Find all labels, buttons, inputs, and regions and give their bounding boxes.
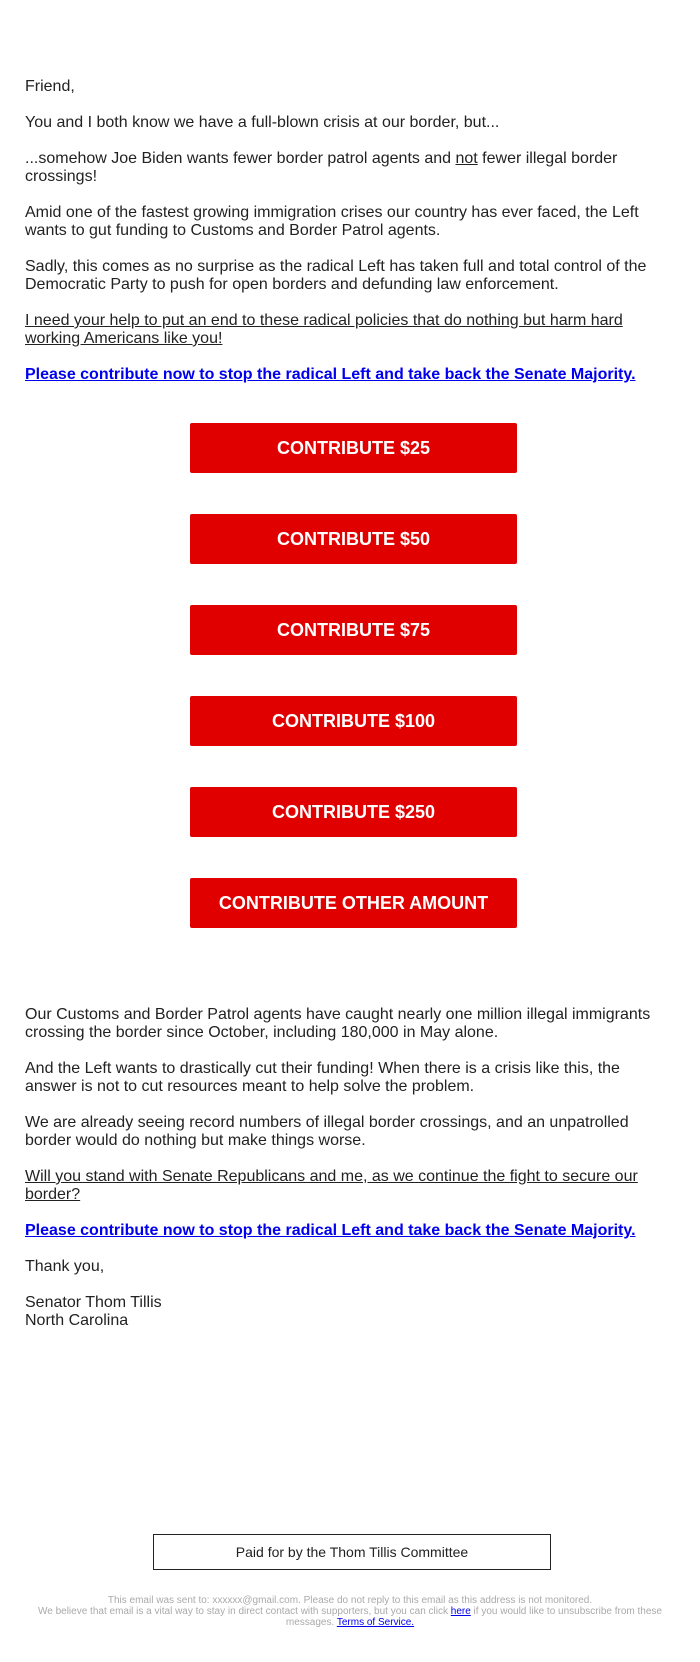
greeting: Friend, — [25, 78, 75, 95]
contribute-250-button[interactable]: CONTRIBUTE $250 — [190, 787, 517, 837]
unsubscribe-text-end: if you would like to unsubscribe from these messages. — [285, 1606, 662, 1628]
paid-for-disclaimer: Paid for by the Thom Tillis Committee — [153, 1534, 551, 1570]
email-footer — [30, 1595, 670, 1628]
signoff: Thank you, — [25, 1258, 105, 1275]
paragraph-4: Sadly, this comes as no surprise as the radical Left has taken full and total control of the Democratic Party to push for open borders and defunding law enforcement. — [25, 258, 647, 293]
terms-of-service-link[interactable]: Terms of Service. — [336, 1617, 415, 1628]
paragraph-6: Our Customs and Border Patrol agents have caught nearly one million illegal immigrants crossing the border since October, including 180,000 in May alone. — [25, 1006, 651, 1041]
paragraph-8: We are already seeing record numbers of illegal border crossings, and an unpatrolled border would do nothing but make things worse. — [25, 1114, 629, 1149]
paragraph-3: Amid one of the fastest growing immigration crises our country has ever faced, the Left wants to gut funding to Customs and Border Patrol agents. — [25, 204, 639, 239]
contribute-other-amount-button[interactable]: CONTRIBUTE OTHER AMOUNT — [190, 878, 517, 928]
contribute-75-button[interactable]: CONTRIBUTE $75 — [190, 605, 517, 655]
contribute-link-bottom[interactable]: Please contribute now to stop the radical Left and take back the Senate Majority. — [25, 1222, 636, 1239]
contribute-link-top[interactable]: Please contribute now to stop the radical Left and take back the Senate Majority. — [25, 366, 636, 383]
paragraph-2-end: fewer illegal border crossings! — [25, 150, 618, 185]
unsubscribe-notice — [30, 1606, 670, 1628]
signature-name: Senator Thom Tillis — [25, 1294, 162, 1311]
paragraph-2-not: not — [455, 150, 478, 167]
paragraph-9-underlined: Will you stand with Senate Republicans and me, as we continue the fight to secure our border? — [25, 1168, 638, 1203]
paragraph-2-start: ...somehow Joe Biden wants fewer border patrol agents and — [25, 150, 456, 167]
paragraph-1: You and I both know we have a full-blown crisis at our border, but... — [25, 114, 500, 131]
unsubscribe-here-link[interactable]: here — [450, 1606, 471, 1617]
signature — [25, 1294, 665, 1330]
sent-to-notice: This email was sent to: xxxxxx@gmail.com. Please do not reply to this email as this address is not monitored. — [107, 1595, 593, 1606]
contribute-100-button[interactable]: CONTRIBUTE $100 — [190, 696, 517, 746]
unsubscribe-text-start: We believe that email is a vital way to stay in direct contact with supporters, but you can click — [37, 1606, 451, 1617]
email-body-top — [25, 78, 665, 402]
signature-state: North Carolina — [25, 1312, 129, 1329]
paragraph-7: And the Left wants to drastically cut their funding! When there is a crisis like this, the answer is not to cut resources meant to help solve the problem. — [25, 1060, 620, 1095]
paragraph-5-underlined: I need your help to put an end to these radical policies that do nothing but harm hard working Americans like you! — [25, 312, 623, 347]
email-body-bottom — [25, 1006, 665, 1348]
contribute-25-button[interactable]: CONTRIBUTE $25 — [190, 423, 517, 473]
contribute-50-button[interactable]: CONTRIBUTE $50 — [190, 514, 517, 564]
paragraph-2 — [25, 150, 665, 186]
